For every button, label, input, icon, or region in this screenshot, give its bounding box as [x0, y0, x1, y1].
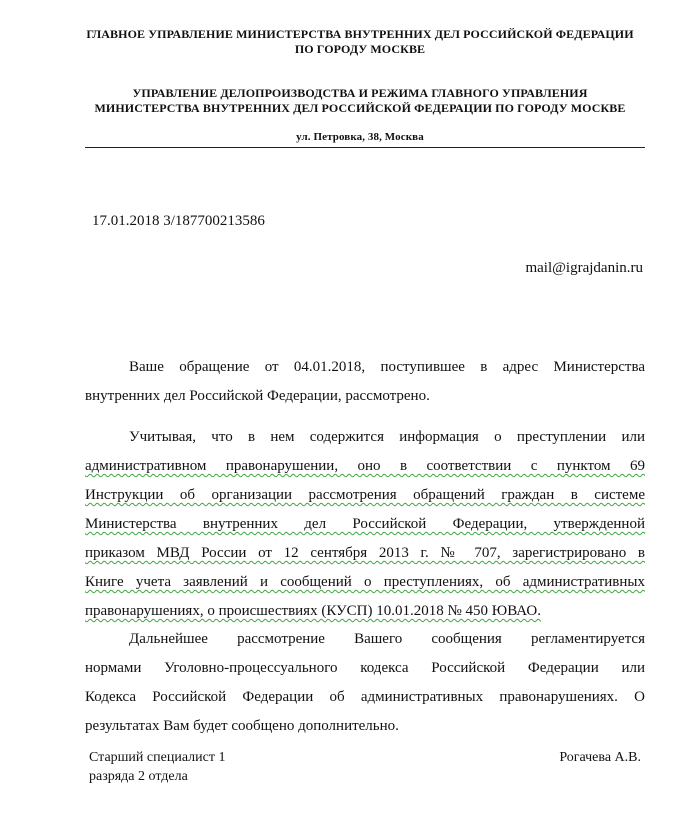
paragraph-3	[85, 625, 645, 741]
spellcheck-underlined-text: Инструкции об организации рассмотрения обращений граждан в системе	[85, 487, 645, 503]
address-line: ул. Петровка, 38, Москва	[296, 131, 424, 143]
paragraph-2	[85, 423, 645, 626]
signatory-name: Рогачева А.В.	[559, 750, 641, 765]
paragraph-line: результатах Вам будет сообщено дополнительно.	[85, 718, 399, 734]
paragraph-line: Кодекса Российской Федерации об административных правонарушениях. О	[85, 689, 645, 705]
paragraph-line: Дальнейшее рассмотрение Вашего сообщения регламентируется	[129, 631, 645, 647]
paragraph-line: Ваше обращение от 04.01.2018, поступившее в адрес Министерства	[129, 359, 645, 375]
reference-number: 17.01.2018 3/187700213586	[92, 213, 265, 229]
paragraph-line: внутренних дел Российской Федерации, рассмотрено.	[85, 388, 430, 404]
spellcheck-underlined-text: приказом МВД России от 12 сентября 2013 г. № 707, зарегистрировано в	[85, 545, 645, 561]
spellcheck-underlined-text: Книге учета заявлений и сообщений о преступлениях, об административных	[85, 574, 645, 590]
organization-line-1: ГЛАВНОЕ УПРАВЛЕНИЕ МИНИСТЕРСТВА ВНУТРЕННИХ ДЕЛ РОССИЙСКОЙ ФЕДЕРАЦИИ	[86, 27, 634, 41]
signatory-position	[89, 748, 225, 786]
paragraph-line	[85, 481, 645, 510]
department-header	[60, 86, 660, 116]
department-line-2: МИНИСТЕРСТВА ВНУТРЕННИХ ДЕЛ РОССИЙСКОЙ ФЕДЕРАЦИИ ПО ГОРОДУ МОСКВЕ	[94, 101, 626, 115]
spellcheck-underlined-text: административном правонарушении, оно в соответствии с пунктом 69	[85, 458, 645, 474]
paragraph-line	[85, 510, 645, 539]
paragraph-line: нормами Уголовно-процессуального кодекса Российской Федерации или	[85, 660, 645, 676]
paragraph-line	[85, 568, 645, 597]
header-divider	[85, 147, 645, 148]
paragraph-line: Учитывая, что в нем содержится информация о преступлении или	[129, 429, 645, 445]
organization-line-2: ПО ГОРОДУ МОСКВЕ	[294, 42, 426, 56]
paragraph-1	[85, 353, 645, 411]
organization-header	[60, 27, 660, 57]
paragraph-line	[85, 597, 645, 626]
recipient-email: mail@igrajdanin.ru	[525, 260, 643, 276]
spellcheck-underlined-text: правонарушениях, о происшествиях (КУСП) 10.01.2018 № 450 ЮВАО.	[85, 603, 541, 619]
signatory-position-line-1: Старший специалист 1	[89, 750, 226, 765]
signatory-position-line-2: разряда 2 отдела	[89, 769, 188, 784]
spellcheck-underlined-text: Министерства внутренних дел Российской Федерации, утвержденной	[85, 516, 645, 532]
paragraph-line	[85, 539, 645, 568]
department-line-1: УПРАВЛЕНИЕ ДЕЛОПРОИЗВОДСТВА И РЕЖИМА ГЛАВНОГО УПРАВЛЕНИЯ	[132, 86, 588, 100]
paragraph-line	[85, 452, 645, 481]
